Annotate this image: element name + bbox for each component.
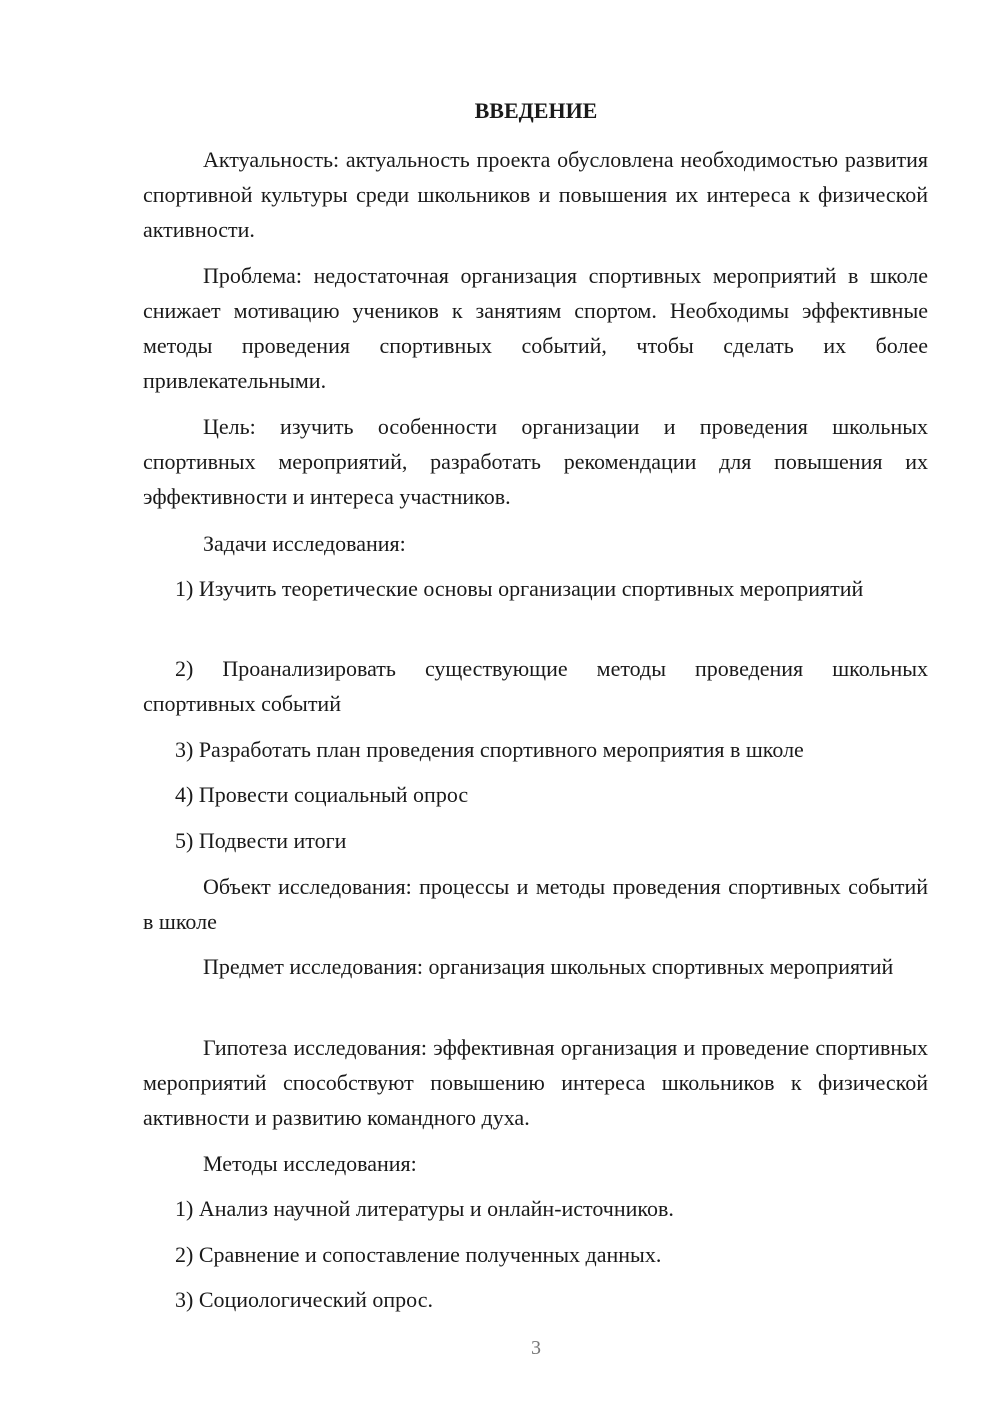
relevance-paragraph: Актуальность: актуальность проекта обусловлена необходимостью развития спортивной культуры среди школьников и повышения их интереса к физической активности. [143,147,928,242]
task-item-5: 5) Подвести итоги [175,828,347,853]
goal-paragraph: Цель: изучить особенности организации и проведения школьных спортивных мероприятий, разработать рекомендации для повышения их эффективности и интереса участников. [143,414,928,509]
method-item-2: 2) Сравнение и сопоставление полученных данных. [175,1242,662,1267]
tasks-heading: Задачи исследования: [203,531,406,556]
task-item-2: 2) Проанализировать существующие методы проведения школьных спортивных событий [143,656,928,716]
method-item-1: 1) Анализ научной литературы и онлайн-источников. [175,1196,674,1221]
task-item-1: 1) Изучить теоретические основы организации спортивных мероприятий [175,576,864,601]
subject-paragraph: Предмет исследования: организация школьных спортивных мероприятий [203,954,894,979]
object-paragraph: Объект исследования: процессы и методы проведения спортивных событий в школе [143,874,928,934]
page-number: 3 [531,1337,541,1359]
method-item-3: 3) Социологический опрос. [175,1287,433,1312]
section-heading: ВВЕДЕНИЕ [474,98,598,123]
hypothesis-paragraph: Гипотеза исследования: эффективная организация и проведение спортивных мероприятий способствуют повышению интереса школьников к физической активности и развитию командного духа. [143,1035,928,1130]
methods-heading: Методы исследования: [203,1151,417,1176]
task-item-3: 3) Разработать план проведения спортивного мероприятия в школе [175,737,804,762]
task-item-4: 4) Провести социальный опрос [175,782,469,807]
problem-paragraph: Проблема: недостаточная организация спортивных мероприятий в школе снижает мотивацию учеников к занятиям спортом. Необходимы эффективные методы проведения спортивных событий, чтобы сделать их более привлекательными. [143,263,928,393]
